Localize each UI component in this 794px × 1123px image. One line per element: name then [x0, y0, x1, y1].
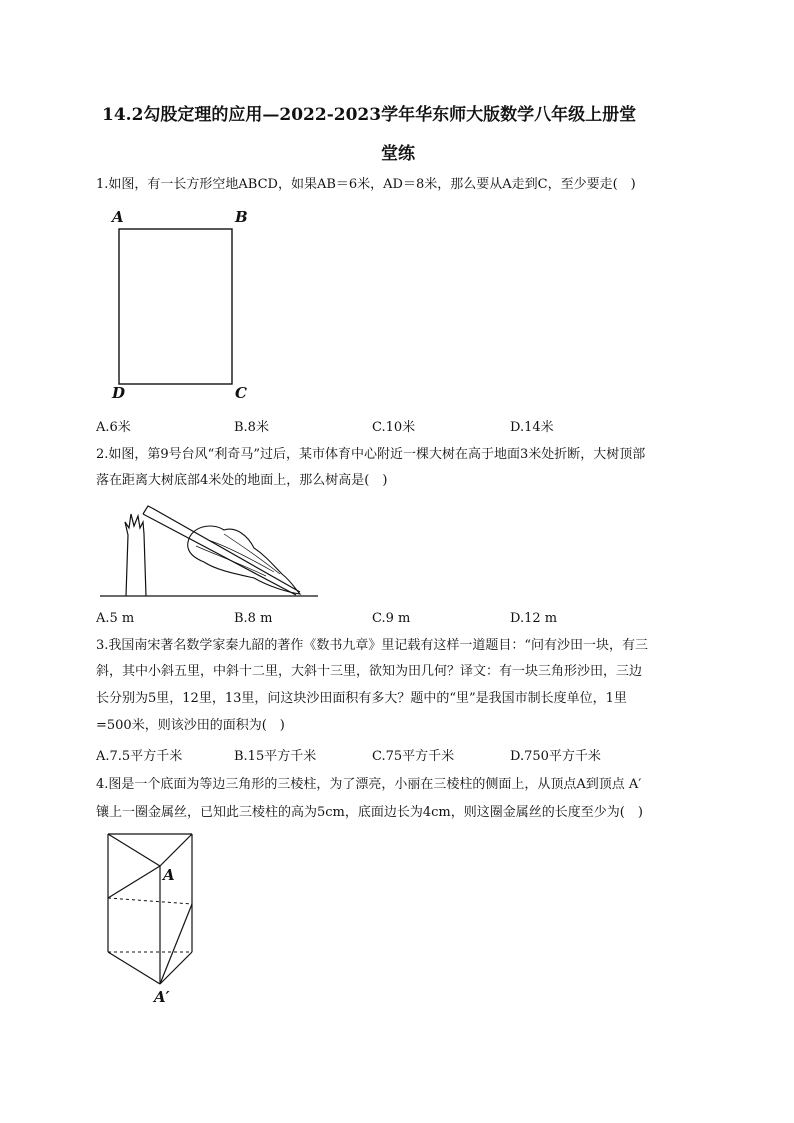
tree-trunk — [125, 514, 146, 596]
q3-option-d: D.750平方千米 — [510, 749, 601, 764]
bottom-edge-right — [160, 952, 192, 984]
figure-rectangle-abcd — [96, 205, 296, 405]
wire-segment-3 — [160, 904, 192, 984]
q1-option-d: D.14米 — [510, 420, 554, 435]
q2-option-c: C.9 m — [372, 611, 411, 626]
broken-tree-diagram — [96, 500, 326, 605]
question-4-line1: 4.图是一个底面为等边三角形的三棱柱，为了漂亮，小丽在三棱柱的侧面上，从顶点A到顶点 A′ — [96, 777, 642, 792]
page-title-line1: 14.2勾股定理的应用—2022-2023学年华东师大版数学八年级上册堂 — [102, 105, 637, 125]
question-3-line3: 长分别为5里，12里，13里，问这块沙田面积有多大？题中的“里”是我国市制长度单位，1里 — [96, 691, 627, 706]
q1-option-b: B.8米 — [234, 420, 269, 435]
fallen-trunk-edge-2 — [152, 508, 300, 592]
question-1-text: 1.如图，有一长方形空地ABCD，如果AB＝6米，AD＝8米，那么要从A走到C，至少要走( ) — [96, 177, 636, 192]
top-edge-right — [160, 834, 192, 866]
q2-option-d: D.12 m — [510, 611, 558, 626]
question-2-line1: 2.如图，第9号台风“利奇马”过后，某市体育中心附近一棵大树在高于地面3米处折断，大树顶部 — [96, 447, 646, 462]
q3-option-a: A.7.5平方千米 — [96, 749, 183, 764]
label-c: C — [235, 384, 247, 402]
q2-option-b: B.8 m — [234, 611, 273, 626]
bottom-edge-left — [108, 952, 160, 984]
label-vertex-a-prime: A′ — [154, 988, 170, 1006]
question-2-line2: 落在距离大树底部4米处的地面上，那么树高是( ) — [96, 473, 388, 488]
label-d: D — [112, 384, 126, 402]
top-edge-left — [108, 834, 160, 866]
wire-segment-2-hidden — [108, 898, 192, 904]
label-a: A — [112, 208, 124, 226]
figure-triangular-prism — [96, 828, 216, 1013]
q3-option-c: C.75平方千米 — [372, 749, 455, 764]
rectangle-shape — [119, 229, 232, 384]
rectangle-diagram — [96, 205, 296, 405]
q2-option-a: A.5 m — [96, 611, 135, 626]
q1-option-a: A.6米 — [96, 420, 131, 435]
fallen-trunk-edge-1 — [143, 514, 296, 595]
question-3-line4: =500米，则该沙田的面积为( ) — [96, 718, 285, 733]
page-title-line2: 堂练 — [381, 144, 415, 164]
break-point — [143, 506, 152, 514]
prism-diagram — [96, 828, 216, 1013]
question-3-line2: 斜，其中小斜五里，中斜十二里，大斜十三里，欲知为田几何？译文：有一块三角形沙田，三边 — [96, 664, 643, 679]
wire-segment-1 — [108, 866, 160, 898]
label-b: B — [235, 208, 248, 226]
q3-option-b: B.15平方千米 — [234, 749, 317, 764]
question-4-line2: 镶上一圈金属丝，已知此三棱柱的高为5cm，底面边长为4cm，则这圈金属丝的长度至少为( ) — [96, 805, 643, 820]
label-vertex-a: A — [163, 866, 175, 884]
q1-option-c: C.10米 — [372, 420, 416, 435]
figure-broken-tree — [96, 500, 326, 605]
canopy-branches — [196, 534, 280, 576]
question-3-line1: 3.我国南宋著名数学家秦九韶的著作《数书九章》里记载有这样一道题目：“问有沙田一块，有三 — [96, 638, 649, 653]
